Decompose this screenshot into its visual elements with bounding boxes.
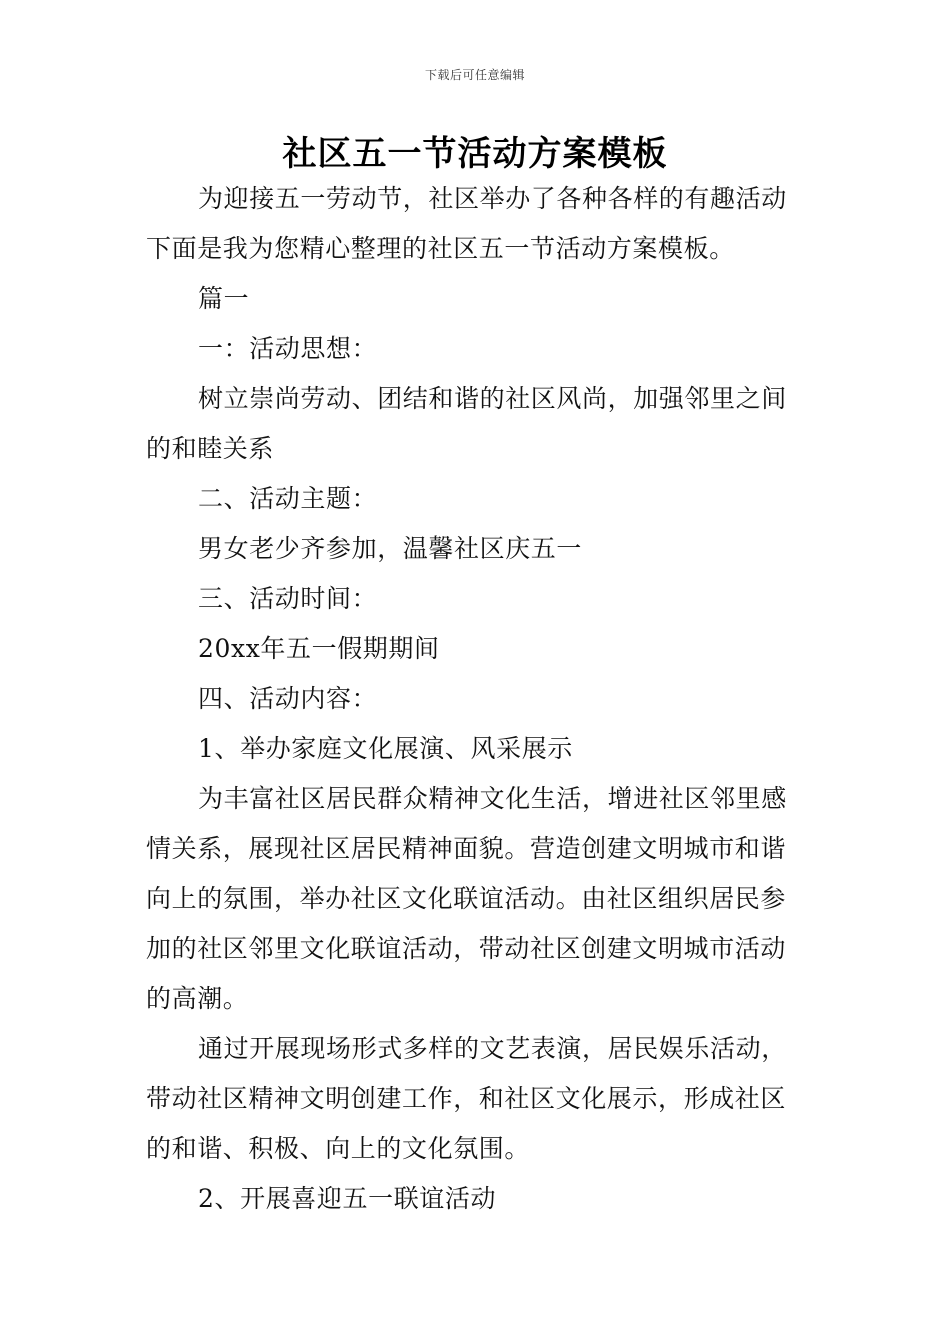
paragraph-activity-idea: 树立崇尚劳动、团结和谐的社区风尚，加强邻里之间的和睦关系 bbox=[146, 384, 787, 463]
heading-activity-theme: 二、活动主题： bbox=[198, 484, 378, 513]
paragraph-section-label: 篇一 bbox=[198, 284, 250, 313]
document-body bbox=[146, 174, 806, 1224]
subheading-friendship-event: 2、开展喜迎五一联谊活动 bbox=[198, 1184, 497, 1213]
paragraph-activity-time: 20xx年五一假期期间 bbox=[198, 634, 440, 663]
paragraph-intro: 为迎接五一劳动节，社区举办了各种各样的有趣活动下面是我为您精心整理的社区五一节活动方案模板。 bbox=[146, 184, 787, 263]
heading-activity-idea: 一：活动思想： bbox=[198, 334, 378, 363]
paragraph-family-culture: 为丰富社区居民群众精神文化生活，增进社区邻里感情关系，展现社区居民精神面貌。营造创建文明城市和谐向上的氛围，举办社区文化联谊活动。由社区组织居民参加的社区邻里文化联谊活动，带动社区创建文明城市活动的高潮。 bbox=[146, 784, 787, 1013]
subheading-family-culture: 1、举办家庭文化展演、风采展示 bbox=[198, 734, 573, 763]
header-note: 下载后可任意编辑 bbox=[424, 68, 525, 82]
paragraph-performances: 通过开展现场形式多样的文艺表演，居民娱乐活动，带动社区精神文明创建工作，和社区文化展示，形成社区的和谐、积极、向上的文化氛围。 bbox=[146, 1034, 787, 1163]
document-title: 社区五一节活动方案模板 bbox=[282, 134, 668, 174]
paragraph-activity-theme: 男女老少齐参加，温馨社区庆五一 bbox=[198, 534, 583, 563]
heading-activity-time: 三、活动时间： bbox=[198, 584, 378, 613]
heading-activity-content: 四、活动内容： bbox=[198, 684, 378, 713]
